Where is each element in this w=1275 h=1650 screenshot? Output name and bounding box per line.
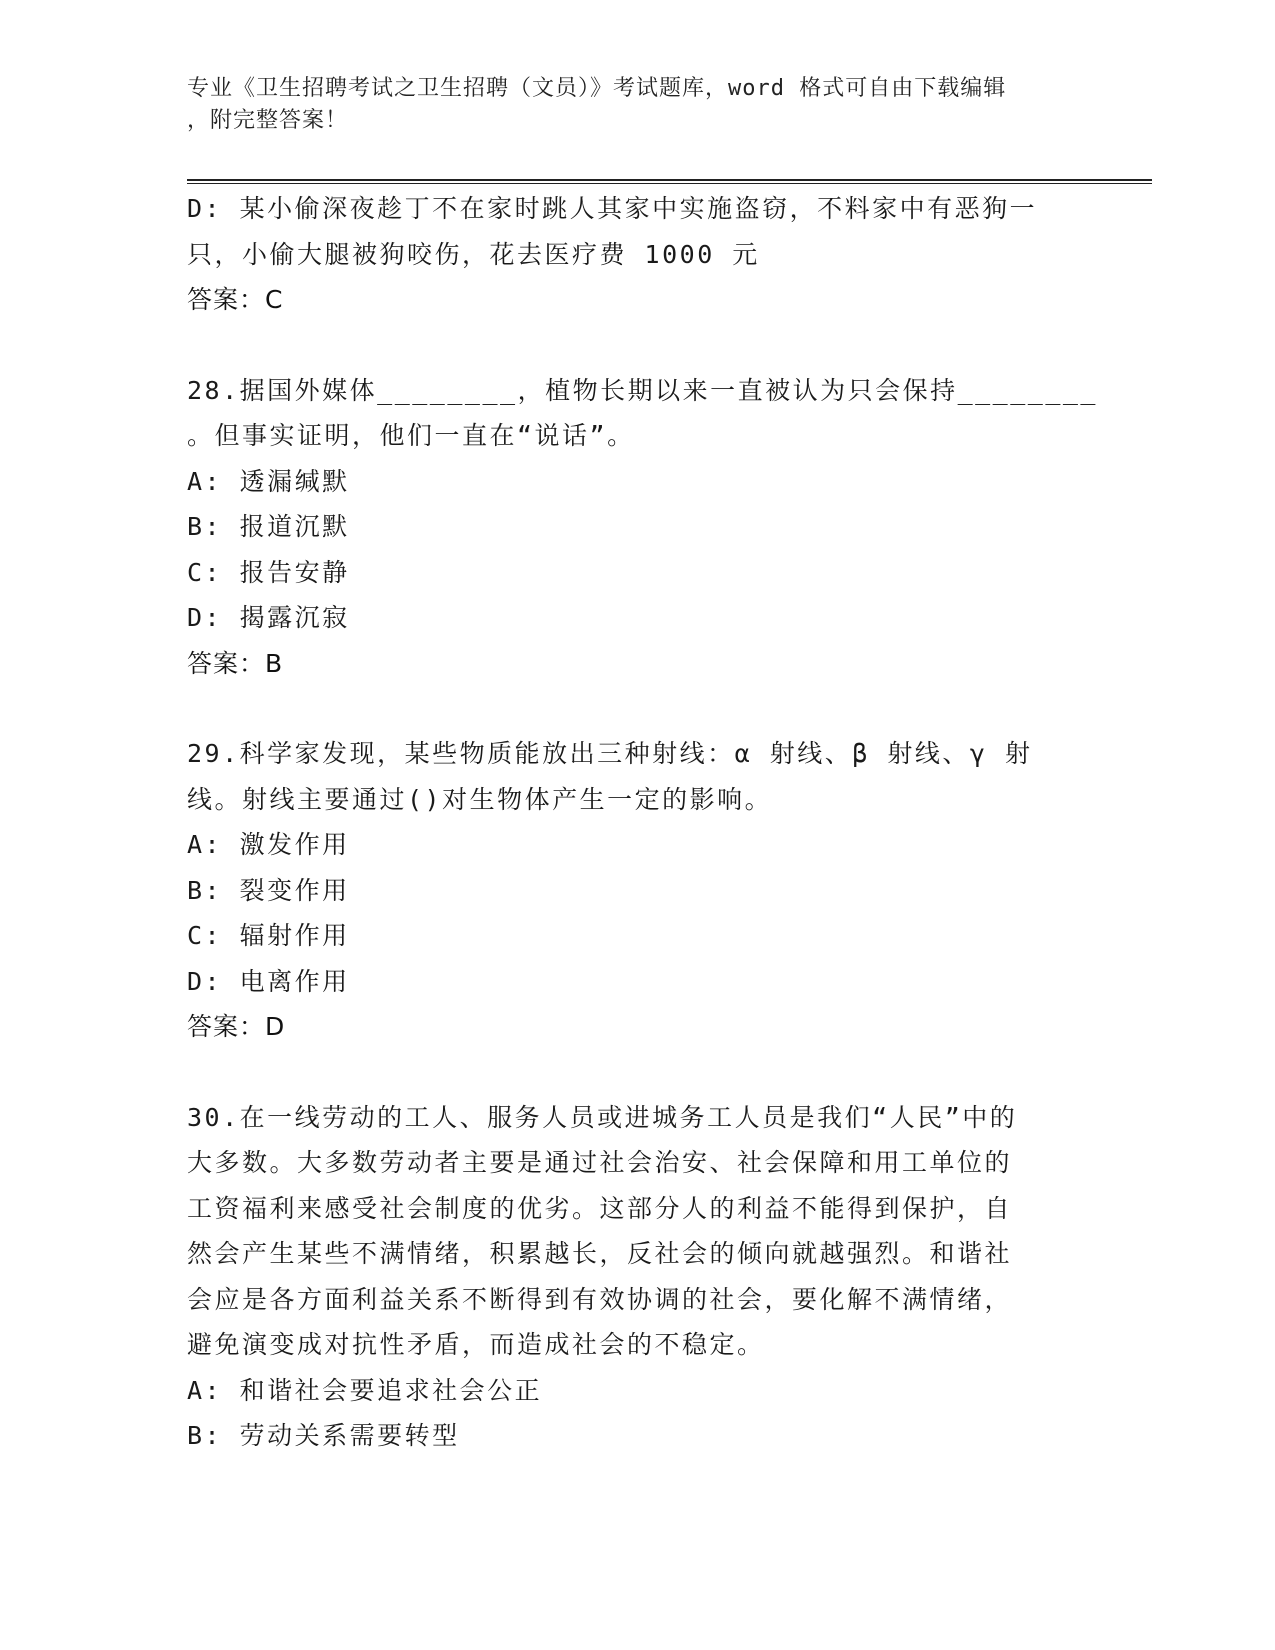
question-stem: 28.据国外媒体________，植物长期以来一直被认为只会保持________ — [187, 375, 1098, 405]
question-stem-continuation: 然会产生某些不满情绪，积累越长，反社会的倾向就越强烈。和谐社 — [187, 1239, 1013, 1268]
header-title-line-2: ，附完整答案！ — [187, 108, 349, 133]
header-divider-thin — [187, 183, 1152, 184]
option-d: D: 某小偷深夜趁丁不在家时跳人其家中实施盗窃，不料家中有恶狗一 — [187, 194, 1038, 223]
option-c: C: 报告安静 — [187, 557, 350, 587]
question-stem: 29.科学家发现，某些物质能放出三种射线：α 射线、β 射线、γ 射 — [187, 739, 1033, 768]
question-stem-continuation: 工资福利来感受社会制度的优劣。这部分人的利益不能得到保护，自 — [187, 1193, 1013, 1223]
question-30 — [187, 1095, 1087, 1459]
option-b: B: 劳动关系需要转型 — [187, 1421, 460, 1450]
question-stem-continuation: 线。射线主要通过()对生物体产生一定的影响。 — [187, 784, 773, 814]
question-28 — [187, 368, 1098, 687]
answer-line: 答案：B — [187, 648, 284, 678]
spacer — [187, 323, 1087, 368]
header-title-line-1: 专业《卫生招聘考试之卫生招聘（文员）》考试题库，word 格式可自由下载编辑 — [187, 76, 1007, 101]
option-d: D: 电离作用 — [187, 966, 350, 996]
spacer — [187, 686, 1087, 731]
option-d-continuation: 只，小偷大腿被狗咬伤，花去医疗费 1000 元 — [187, 239, 760, 269]
option-d: D: 揭露沉寂 — [187, 603, 350, 632]
option-b: B: 报道沉默 — [187, 512, 350, 541]
answer-line: 答案：D — [187, 1012, 286, 1041]
document-body — [187, 186, 1098, 1459]
option-a: A: 和谐社会要追求社会公正 — [187, 1375, 543, 1405]
question-stem-continuation: 大多数。大多数劳动者主要是通过社会治安、社会保障和用工单位的 — [187, 1148, 1013, 1177]
question-29 — [187, 731, 1087, 1050]
spacer — [187, 1050, 1087, 1095]
option-a: A: 激发作用 — [187, 830, 350, 859]
header-divider-thick — [187, 179, 1152, 181]
question-stem-continuation: 。但事实证明，他们一直在“说话”。 — [187, 421, 635, 450]
option-a: A: 透漏缄默 — [187, 466, 350, 496]
option-b: B: 裂变作用 — [187, 875, 350, 905]
question-stem-continuation: 避免演变成对抗性矛盾，而造成社会的不稳定。 — [187, 1330, 765, 1359]
answer-line: 答案：C — [187, 285, 284, 314]
document-header — [187, 73, 1087, 137]
question-27-tail — [187, 186, 1087, 323]
option-c: C: 辐射作用 — [187, 921, 350, 950]
question-stem-continuation: 会应是各方面利益关系不断得到有效协调的社会，要化解不满情绪， — [187, 1284, 1013, 1314]
question-stem: 30.在一线劳动的工人、服务人员或进城务工人员是我们“人民”中的 — [187, 1102, 1018, 1132]
